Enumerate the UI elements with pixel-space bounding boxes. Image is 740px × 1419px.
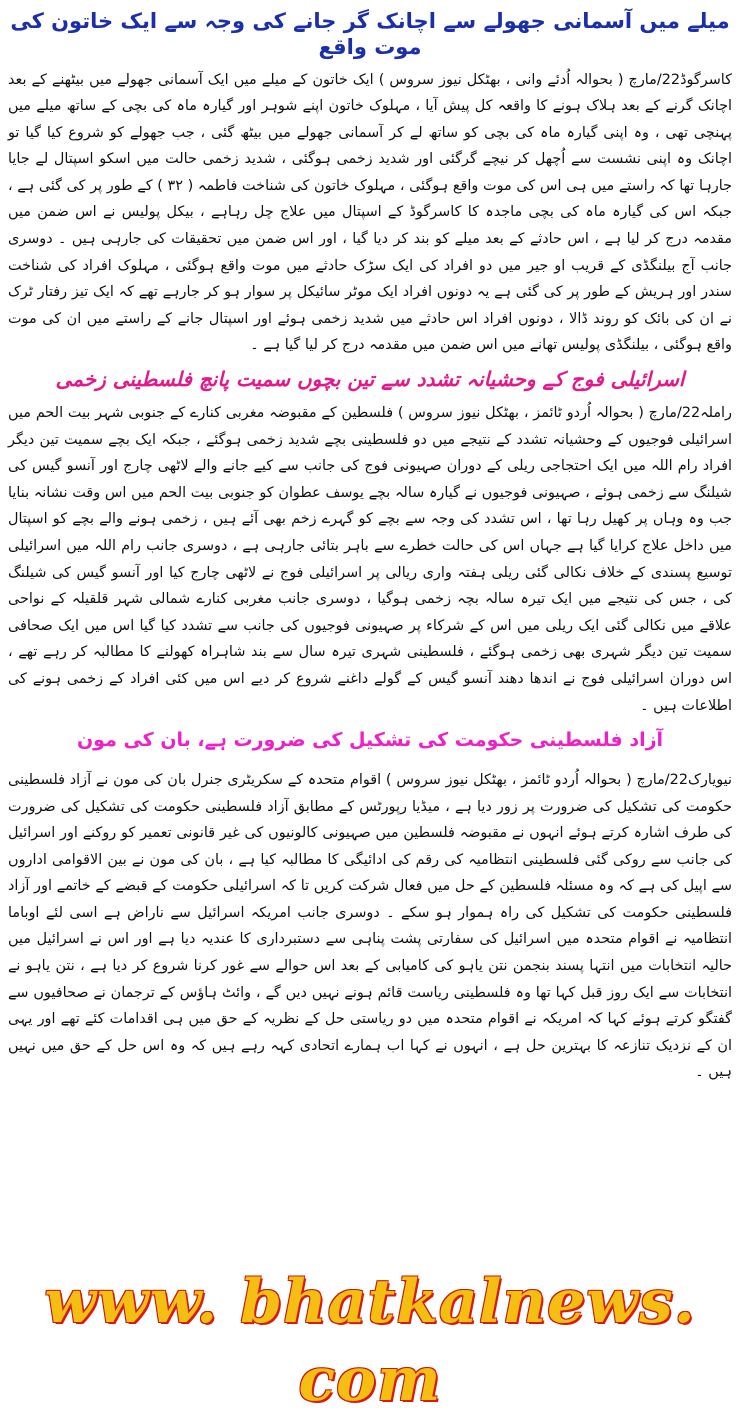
article-palestinian-state bbox=[0, 719, 740, 1086]
website-footer-link[interactable]: www. bhatkalnews. com bbox=[44, 1267, 696, 1415]
headline-israeli-violence: اسرائیلی فوج کے وحشیانہ تشدد سے تین بچوں سمیت پانچ فلسطینی زخمی bbox=[55, 367, 685, 392]
headline-fair-accident: میلے میں آسمانی جھولے سے اچانک گر جانے کی وجہ سے ایک خاتون کی موت واقع bbox=[10, 9, 730, 60]
article-israeli-violence bbox=[0, 359, 740, 719]
article-body-israeli-violence: راملہ22/مارچ ( بحوالہ اُردو ٹائمز ، بھٹکل نیوز سروس ) فلسطین کے مقبوضہ مغربی کنارے کے جنوبی شہر بیت الحم میں اسرائیلی فوجیوں کے وحشیانہ تشدد کے نتیجے میں دو فلسطینی بچے شدید زخمی ہوگئے ، جبکہ ایک بچے سمیت تین دیگر افراد رام اللہ میں ایک احتجاجی ریلی کے دوران صہیونی فوج کی جانب سے کیے جانے والے لاٹھی چارج اور آنسو گیس کی شیلنگ سے زخمی ہوئے ، صہیونی فوجیوں نے گیارہ سالہ بچے یوسف عطوان کو جنوبی بیت الحم میں اس وقت نشانہ بنایا جب وہ وہاں پر کھیل رہا تھا ، اس تشدد کی وجہ سے بچے کو گہرے زخم بھی آئے ہیں ، زخمی ہونے والے بچے کو اسپتال میں داخل علاج کرایا گیا ہے جہاں اس کی حالت خطرے سے باہر بتائی جارہی ہے ، دوسری جانب رام اللہ میں اسرائیلی توسیع پسندی کے خلاف نکالی گئی ریلی ہفتہ واری ریالی پر اسرائیلی فوج نے لاٹھی چارج کیا اور آنسو گیس کی شیلنگ کی ، جس کی نتیجے میں ایک تیرہ سالہ بچہ زخمی ہوگیا ، دوسری جانب مغربی کنارے شمالی شہر قلقیلہ کے نواحی علاقے میں نکالی گئی ایک ریلی میں اس کے شرکاء پر صہیونی فوجیوں کی جانب سے تشدد کیا گیا اس میں ایک صحافی سمیت تین دیگر شہری بھی زخمی ہوگئے ، فلسطینی شہری تیرہ سال سے بند شاہراہ کھولنے کا مطالبہ کر رہے تھے ، اس دوران اسرائیلی فوج نے اندھا دھند آنسو گیس کے گولے داغنے شروع کر دیے اس میں کئی افراد کے زخمی ہونے کی اطلاعات ہیں ۔ bbox=[8, 405, 732, 714]
article-body-palestinian-state: نیویارک22/مارچ ( بحوالہ اُردو ٹائمز ، بھٹکل نیوز سروس ) اقوام متحدہ کے سکریٹری جنرل بان کی مون نے آزاد فلسطینی حکومت کی تشکیل کی ضرورت پر زور دیا ہے ، میڈیا رپورٹس کے مطابق آزاد فلسطینی حکومت کی تشکیل کی ضرورت کی طرف اشارہ کرتے ہوئے انہوں نے مقبوضہ فلسطین میں صہیونی کالونیوں کی غیر قانونی تعمیر کو روکنے اور اسرائیل کی جانب سے روکی گئی فلسطینی انتظامیہ کی رقم کی ادائیگی کا مطالبہ کیا ہے ، بان کی مون نے بین الاقوامی اداروں سے اپیل کی ہے کہ وہ مسئلہ فلسطین کے حل میں فعال شرکت کریں تا کہ اسرائیلی حکومت کے قبضے کے خاتمے اور آزاد فلسطینی حکومت کی تشکیل کی راہ ہموار ہو سکے ۔ دوسری جانب امریکہ اسرائیل سے ناراض ہے اسی لئے اوباما انتظامیہ نے اقوام متحدہ میں اسرائیل کی سفارتی پشت پناہی سے دستبرداری کا عندیہ دیا ہے اور اس نے اسرائیل میں حالیہ انتخابات میں انتہا پسند بنجمن نتن یاہو کی کامیابی کے بعد اس حوالے سے غور کرنا شروع کر دیا ہے ، نتن یاہو نے انتخابات سے ایک روز قبل کہا تھا وہ فلسطینی ریاست قائم ہونے نہیں دیں گے ، وائٹ ہاؤس کے ترجمان نے صحافیوں سے گفتگو کرتے ہوئے کہا کہ امریکہ نے اقوام متحدہ میں دو ریاستی حل کے نظریہ کے حق میں ہی اقدامات کئے تھے اور یہی ان کے نزدیک تنازعہ کا بہترین حل ہے ، انہوں نے کہا اب ہمارے اتحادی کہہ رہے ہیں کہ وہ اس حل کے حق میں نہیں ہیں ۔ bbox=[8, 771, 732, 1081]
headline-palestinian-state: آزاد فلسطینی حکومت کی تشکیل کی ضرورت ہے، بان کی مون bbox=[76, 729, 664, 752]
article-body-fair-accident: کاسرگوڈ22/مارچ ( بحوالہ اُدئے وانی ، بھٹکل نیوز سروس ) ایک خاتون کے میلے میں ایک آسمانی جھولے میں بیٹھنے کے بعد اچانک گرنے کے بعد ہلاک ہونے کا واقعہ کل پیش آیا ، مہلوک خاتون اپنے شوہر اور گیارہ ماہ کی بچی کے ساتھ میلے میں پہنچی تھی ، وہ اپنی گیارہ ماہ کی بچی کو ساتھ لے کر آسمانی جھولے میں بیٹھ گئی ، جب جھولے کو شروع کیا گیا تو اچانک وہ اپنی نشست سے اُچھل کر نیچے گرگئی اور شدید زخمی ہوگئی ، شدید زخمی حالت میں اسکو اسپتال لے جایا جارہا تھا کہ راستے میں ہی اس کی موت واقع ہوگئی ، مہلوک خاتون کی شناخت فاطمہ ( ۳۲ ) کے طور پر کی گئی ہے ، جبکہ اس کی گیارہ ماہ کی بچی ماجدہ کا کاسرگوڈ کے اسپتال میں علاج چل رہاہے ، بیکل پولیس نے اس ضمن میں مقدمہ درج کر لیا ہے ، اس حادثے کے بعد میلے کو بند کر دیا گیا ، اور اس ضمن میں تحقیقات کی جارہی ہیں ۔ دوسری جانب آج بیلنگڈی کے قریب او جیر میں دو افراد کی ایک سڑک حادثے میں موت واقع ہوگئی ، مہلوک افراد کی شناخت سندر اور ہریش کے طور پر کی گئی ہے یہ دونوں افراد ایک موٹر سائیکل پر سوار ہو کر جارہے تھے کہ ایک تیز رفتار ٹرک نے ان کی بائک کو روند ڈالا ، دونوں افراد اس حادثے میں شدید زخمی ہوئے اور اسپتال جانے کے راستے میں ان کی موت واقع ہوگئی ، بیلنگڈی پولیس تھانے میں اس ضمن میں مقدمہ درج کر لیا گیا ہے ۔ bbox=[8, 71, 732, 354]
article-fair-accident bbox=[0, 0, 740, 359]
